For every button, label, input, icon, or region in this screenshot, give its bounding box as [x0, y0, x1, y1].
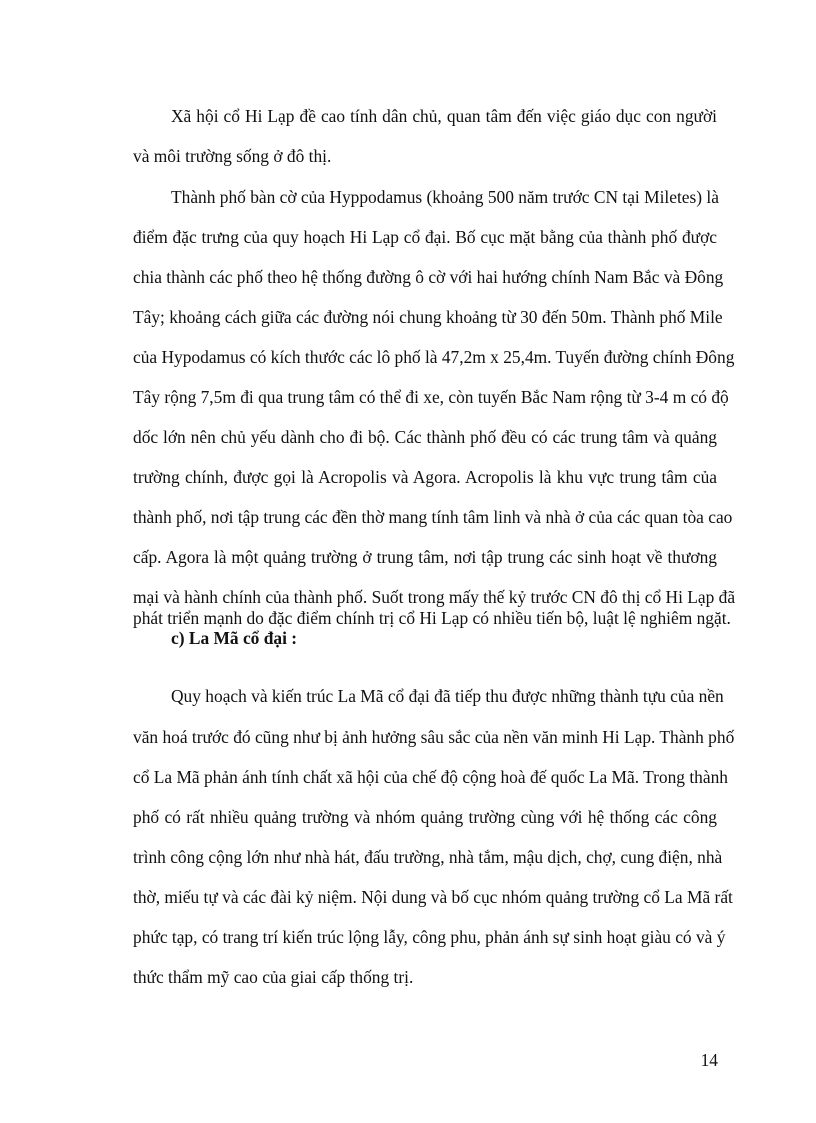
paragraph-2-line-7: dốc lớn nên chủ yếu dành cho đi bộ. Các thành phố đều có các trung tâm và quảng	[133, 427, 717, 447]
section-heading: c) La Mã cổ đại :	[171, 628, 298, 648]
paragraph-2-line-5: của Hypodamus có kích thước các lô phố là 47,2m x 25,4m. Tuyến đường chính Đông	[133, 347, 735, 367]
paragraph-2-line-2: điểm đặc trưng của quy hoạch Hi Lạp cổ đại. Bố cục mặt bằng của thành phố được	[133, 227, 717, 247]
paragraph-3-line-7: phức tạp, có trang trí kiến trúc lộng lẫy, công phu, phản ánh sự sinh hoạt giàu có và ý	[133, 927, 726, 947]
paragraph-2-line-8: trường chính, được gọi là Acropolis và Agora. Acropolis là khu vực trung tâm của	[133, 467, 717, 487]
paragraph-3-line-6: thờ, miếu tự và các đài kỷ niệm. Nội dung và bố cục nhóm quảng trường cổ La Mã rất	[133, 887, 733, 907]
paragraph-3-line-2: văn hoá trước đó cũng như bị ảnh hưởng sâu sắc của nền văn minh Hi Lạp. Thành phố	[133, 727, 735, 747]
paragraph-2-line-12: phát triển mạnh do đặc điểm chính trị cổ Hi Lạp có nhiều tiến bộ, luật lệ nghiêm ngặt.	[133, 608, 731, 628]
paragraph-3-line-1: Quy hoạch và kiến trúc La Mã cổ đại đã tiếp thu được những thành tựu của nền	[171, 686, 724, 706]
paragraph-3-line-5: trình công cộng lớn như nhà hát, đấu trường, nhà tắm, mậu dịch, chợ, cung điện, nhà	[133, 847, 723, 867]
paragraph-2-line-4: Tây; khoảng cách giữa các đường nói chung khoảng từ 30 đến 50m. Thành phố Mile	[133, 307, 723, 327]
paragraph-3-line-4: phố có rất nhiều quảng trường và nhóm quảng trường cùng với hệ thống các công	[133, 807, 717, 827]
paragraph-2-line-9: thành phố, nơi tập trung các đền thờ mang tính tâm linh và nhà ở của các quan tòa cao	[133, 507, 733, 527]
paragraph-2-line-6: Tây rộng 7,5m đi qua trung tâm có thể đi xe, còn tuyến Bắc Nam rộng từ 3-4 m có độ	[133, 387, 729, 407]
paragraph-1-line-2: và môi trường sống ở đô thị.	[133, 146, 332, 166]
paragraph-2-line-11: mại và hành chính của thành phố. Suốt trong mấy thế kỷ trước CN đô thị cổ Hi Lạp đã	[133, 587, 736, 607]
paragraph-2-line-3: chia thành các phố theo hệ thống đường ô cờ với hai hướng chính Nam Bắc và Đông	[133, 267, 724, 287]
paragraph-3-line-3: cổ La Mã phản ánh tính chất xã hội của chế độ cộng hoà đế quốc La Mã. Trong thành	[133, 767, 728, 787]
paragraph-1-line-1: Xã hội cổ Hi Lạp đề cao tính dân chủ, quan tâm đến việc giáo dục con người	[171, 106, 717, 126]
page-number: 14	[700, 1050, 718, 1070]
paragraph-2-line-10: cấp. Agora là một quảng trường ở trung tâm, nơi tập trung các sinh hoạt về thương	[133, 547, 717, 567]
paragraph-2-line-1: Thành phố bàn cờ của Hyppodamus (khoảng 500 năm trước CN tại Miletes) là	[171, 187, 719, 207]
paragraph-3-line-8: thức thẩm mỹ cao của giai cấp thống trị.	[133, 967, 414, 987]
